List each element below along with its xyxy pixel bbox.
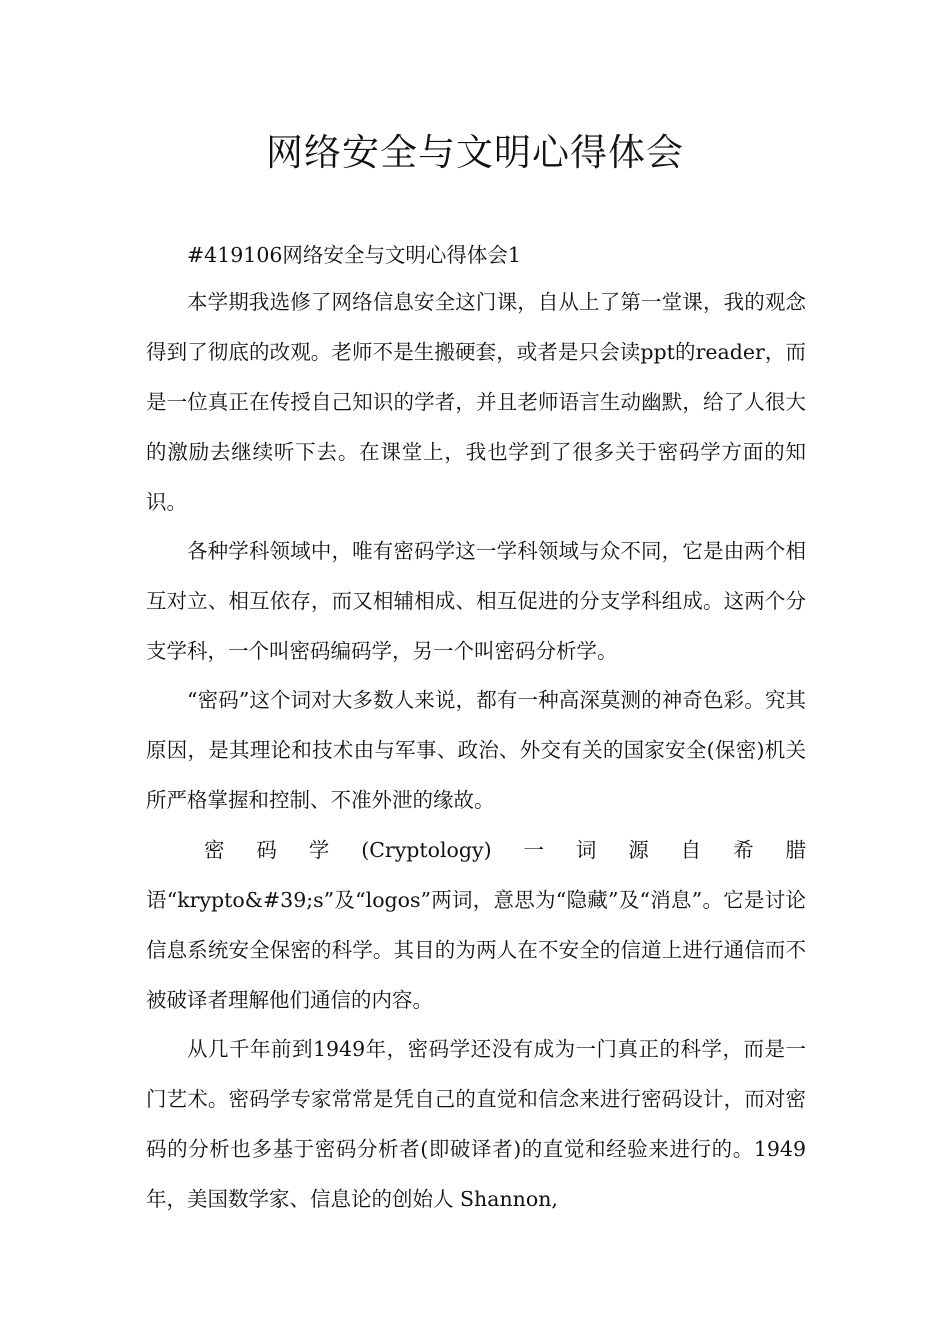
paragraph-5: 从几千年前到1949年，密码学还没有成为一门真正的科学，而是一门艺术。密码学专家常常是凭自己的直觉和信念来进行密码设计，而对密码的分析也多基于密码分析者(即破译者)的直觉和经验来进行的。1949年，美国数学家、信息论的创始人 Shannon, <box>146 1037 806 1211</box>
paragraph-3: “密码”这个词对大多数人来说，都有一种高深莫测的神奇色彩。究其原因，是其理论和技术由与军事、政治、外交有关的国家安全(保密)机关所严格掌握和控制、不准外泄的缘故。 <box>146 688 806 812</box>
paragraph-1: 本学期我选修了网络信息安全这门课，自从上了第一堂课，我的观念得到了彻底的改观。老师不是生搬硬套，或者是只会读ppt的reader，而是一位真正在传授自己知识的学者，并且老师语言生动幽默，给了人很大的激励去继续听下去。在课堂上，我也学到了很多关于密码学方面的知识。 <box>146 290 806 514</box>
document-subtitle: #419106网络安全与文明心得体会1 <box>187 243 521 267</box>
document-title: 网络安全与文明心得体会 <box>266 131 684 174</box>
paragraph-2: 各种学科领域中，唯有密码学这一学科领域与众不同，它是由两个相互对立、相互依存，而又相辅相成、相互促进的分支学科组成。这两个分支学科，一个叫密码编码学，另一个叫密码分析学。 <box>146 539 806 663</box>
paragraph-4: 密码学(Cryptology)一词源自希腊语“krypto&#39;s”及“logos”两词，意思为“隐藏”及“消息”。它是讨论信息系统安全保密的科学。其目的为两人在不安全的信道上进行通信而不被破译者理解他们通信的内容。 <box>146 838 806 1012</box>
